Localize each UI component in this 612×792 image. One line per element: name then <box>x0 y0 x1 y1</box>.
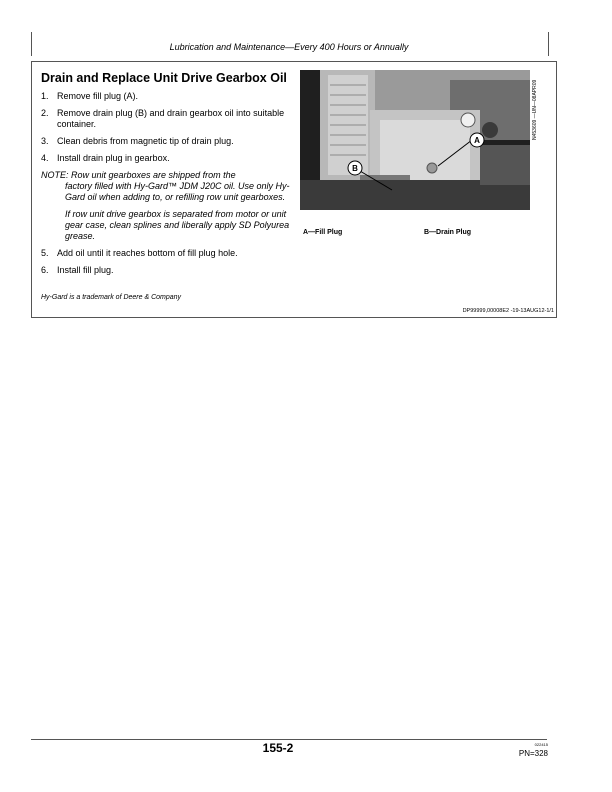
step-item <box>41 265 291 276</box>
step-text: Remove drain plug (B) and drain gearbox oil into suitable container. <box>57 108 285 129</box>
step-item <box>41 248 291 259</box>
step-number: 5. <box>41 248 49 258</box>
caption-fill-plug: A—Fill Plug <box>303 229 343 236</box>
footer-date-code: 022415 <box>534 742 548 747</box>
step-number: 1. <box>41 91 49 101</box>
step-item <box>41 136 291 147</box>
callout-a-label: A <box>474 136 480 145</box>
note-line: factory filled with Hy-Gard™ JDM J20C oil. Use only Hy-Gard oil when adding to, or refilling row unit gearboxes. <box>65 181 290 202</box>
figure-code: N453609 —UN—08APR09 <box>532 79 538 140</box>
step-text: Install fill plug. <box>57 265 114 275</box>
step-number: 6. <box>41 265 49 275</box>
step-item <box>41 91 291 102</box>
running-header: Lubrication and Maintenance—Every 400 Hours or Annually <box>169 42 409 52</box>
caption-drain-plug: B—Drain Plug <box>424 229 472 236</box>
step-number: 2. <box>41 108 49 118</box>
document-code: DP99999,00008E2 -19-13AUG12-1/1 <box>462 308 554 314</box>
gearbox-illustration <box>300 70 530 210</box>
step-item <box>41 153 291 164</box>
footer-pn: PN=328 <box>518 749 548 758</box>
note-line: NOTE: Row unit gearboxes are shipped from the <box>41 170 236 180</box>
step-text: Clean debris from magnetic tip of drain plug. <box>57 136 234 146</box>
footer-divider <box>31 739 547 740</box>
step-text: Add oil until it reaches bottom of fill plug hole. <box>57 248 238 258</box>
page-number: 155-2 <box>262 741 294 755</box>
procedure-steps <box>41 91 291 282</box>
step-number: 4. <box>41 153 49 163</box>
callout-b-label: B <box>352 164 358 173</box>
step-text: Remove fill plug (A). <box>57 91 139 101</box>
step-number: 3. <box>41 136 49 146</box>
step-text: Install drain plug in gearbox. <box>57 153 170 163</box>
trademark-note: Hy-Gard is a trademark of Deere & Company <box>41 294 182 301</box>
step-item <box>41 108 291 130</box>
note-block <box>41 170 291 242</box>
note-paragraph: If row unit drive gearbox is separated from motor or unit gear case, clean splines and liberally apply SD Polyurea grease. <box>65 209 290 241</box>
gearbox-photo <box>300 70 530 210</box>
section-title: Drain and Replace Unit Drive Gearbox Oil <box>41 71 287 85</box>
